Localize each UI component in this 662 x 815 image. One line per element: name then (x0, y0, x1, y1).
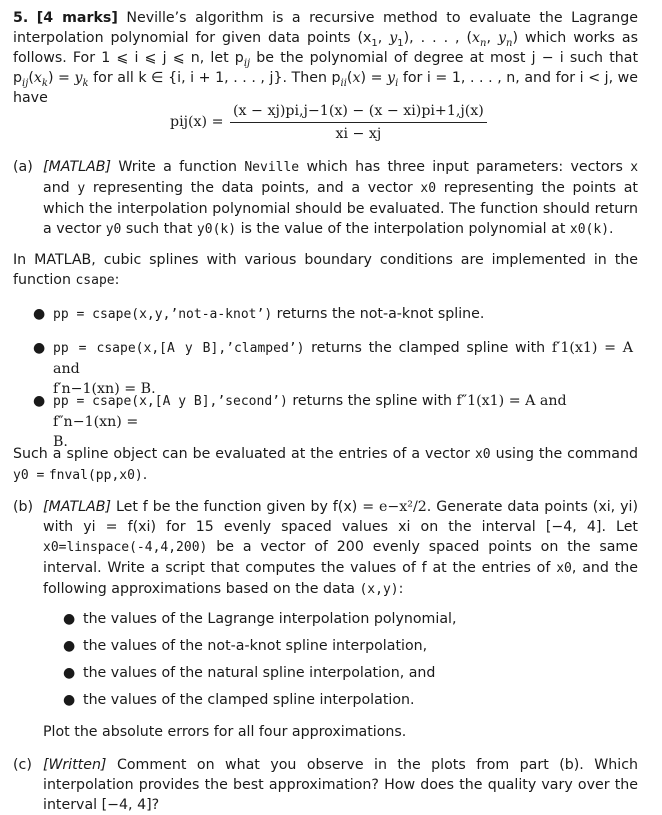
part-b-code-linspace: x0=linspace(-4,4,200) (43, 540, 208, 555)
part-a-code-x0: x0 (420, 181, 437, 196)
eval-note (13, 444, 638, 486)
part-b-code-xy: (x,y) (359, 582, 399, 597)
part-b-item (63, 609, 662, 629)
second-condition-1: f″1(x1) = A and f″n−1(xn) = (53, 393, 567, 430)
part-a-fn-name: Neville (244, 160, 300, 175)
part-a-label: (a) (13, 159, 33, 175)
bullet-icon: ● (33, 306, 46, 322)
part-b-tag: [MATLAB] (43, 499, 111, 515)
csape-bullet-code: pp = csape(x,y,’not-a-knot’) (53, 307, 273, 322)
clamped-condition-2: f′n−1(xn) = B. (53, 381, 156, 397)
formula-lhs: pij(x) = (170, 114, 224, 130)
part-b-colon: : (398, 581, 404, 597)
csape-fn-name: csape (75, 273, 115, 288)
part-b-item-text: the values of the not-a-knot spline interpolation, (83, 638, 428, 654)
csape-bullet-text: returns the spline with (292, 393, 453, 409)
bullet-icon: ● (33, 393, 46, 409)
part-b-item-text: the values of the clamped spline interpolation. (83, 692, 415, 708)
csape-bullet-clamped (33, 338, 633, 399)
part-b-item-text: the values of the natural spline interpolation, and (83, 665, 436, 681)
part-a-text-4: representing the data points, and a vector (92, 180, 413, 196)
problem-number: 5. (13, 10, 29, 26)
bullet-icon: ● (63, 611, 76, 627)
part-b-item (63, 663, 662, 683)
part-b: (b) [MATLAB] Let f be the function given by f(x) = e−x²/2. Generate data points (xi, yi) with yi = f(xi) for 15 evenly spaced values xi on the interval [−4, 4]. Let x0=linspace(-4,4,200) be a vector of 200 evenly spaced points on the same interval. Write a script that computes the values of f at the entries of x0, and the following approximations based on the data (x,y): (13, 499, 639, 597)
part-a-code-y0: y0 (105, 222, 122, 237)
eval-note-code-x0: x0 (474, 447, 491, 462)
intro-text-1: Neville’s algorithm is a recursive method to evaluate the Lagrange interpolation polynomial for given data points (x (13, 10, 638, 46)
second-condition-2: B. (53, 434, 68, 450)
csape-intro-text: In MATLAB, cubic splines with various boundary conditions are implemented in the function (13, 252, 638, 288)
part-b-function: e−x²/2 (379, 499, 427, 515)
clamped-condition-1: f′1(x1) = A and (53, 340, 633, 377)
formula-denominator: xi − xj (335, 126, 382, 142)
bullet-icon: ● (63, 665, 76, 681)
eval-note-end: . (142, 467, 148, 483)
csape-intro (13, 250, 638, 291)
formula-numerator: (x − xj)pi,j−1(x) − (x − xi)pi+1,j(x) (230, 101, 487, 123)
part-a-code-y0k: y0(k) (196, 222, 237, 237)
intro-text-3: be the polynomial of degree at most j − i such that p (13, 50, 639, 86)
problem-marks: [4 marks] (36, 10, 118, 26)
formula-fraction (230, 101, 487, 144)
eval-note-text-1: Such a spline object can be evaluated at the entries of a vector (13, 446, 470, 462)
csape-bullet-code: pp = csape(x,[A y B],’second’) (53, 394, 288, 409)
part-a-code-x: x (630, 160, 639, 175)
eval-note-text-2: using the command (495, 446, 638, 462)
csape-bullet-text: returns the clamped spline with (311, 340, 546, 356)
part-a-code-y: y (77, 181, 86, 196)
part-a-text-2: which has three input parameters: vectors (306, 159, 623, 175)
part-b-text-2: Generate data points (xi, yi) with yi = f(xi) for 15 evenly spaced values xi on the interval [−4, 4]. Let (43, 499, 638, 535)
csape-bullet-text: returns the not-a-knot spline. (276, 306, 485, 322)
part-b-item (63, 690, 662, 710)
part-a-text-1: Write a function (118, 159, 238, 175)
part-c-text: Comment on what you observe in the plots from part (b). Which interpolation provides the best approximation? How does the quality vary over the interval [−4, 4]? (43, 757, 638, 813)
part-a: (a) [MATLAB] Write a function Neville which has three input parameters: vectors x and y representing the data points, and a vector x0 representing the points at which the interpolation polynomial should be evaluated. The function should return a vector y0 such that y0(k) is the value of the interpolation polynomial at x0(k). (13, 159, 639, 237)
intro-text-2: which works as follows. For 1 ⩽ i ⩽ j ⩽ n, let p (13, 30, 638, 66)
eval-note-cmd-1: y0 = (13, 468, 45, 483)
part-b-plot-note: Plot the absolute errors for all four approximations. (43, 724, 407, 740)
eval-note-cmd-2: fnval(pp,x0) (48, 468, 143, 483)
part-b-item (63, 636, 662, 656)
part-a-text-7: is the value of the interpolation polynomial at (240, 221, 566, 237)
part-b-text-4: , and the following approximations based on the data (43, 560, 639, 597)
part-a-code-x0k: x0(k) (569, 222, 610, 237)
part-c (13, 755, 638, 815)
problem-intro: 5. [4 marks] Neville’s algorithm is a recursive method to evaluate the Lagrange interpolation polynomial for given data points ($x_1$, $y_1$), . . . , ($x_n$, $y_n$) which works as follows. For 1 ⩽ i ⩽ j ⩽ n, let $p_{ij}$ be the polynomial of degree at most j − i such that $p_{ij}(x_k) = y_k$ for all k ∈ {i, i + 1, . . . , j}. Then $p_{ii}(x) = y_i$ for i = 1, . . . , n, and for i < j, we have (13, 10, 639, 106)
part-c-label: (c) (13, 757, 32, 773)
part-b-item-text: the values of the Lagrange interpolation polynomial, (83, 611, 457, 627)
bullet-icon: ● (63, 692, 76, 708)
intro-text-4: for all k ∈ {i, i + 1, . . . , j}. Then p (93, 70, 341, 86)
part-a-text-3: and (43, 180, 70, 196)
csape-bullet-code: pp = csape(x,[A y B],’clamped’) (53, 341, 305, 356)
bullet-icon: ● (63, 638, 76, 654)
part-c-tag: [Written] (43, 757, 107, 773)
part-b-label: (b) (13, 499, 34, 515)
part-a-tag: [MATLAB] (43, 159, 111, 175)
csape-bullet-second (33, 391, 633, 452)
part-b-code-x0: x0 (556, 561, 572, 576)
intro-text-5: for i = 1, . . . , n, and for i < j, we have (13, 70, 638, 106)
part-b-text-1: Let f be the function given by f(x) = (115, 499, 375, 515)
neville-formula (170, 101, 490, 143)
part-a-text-6: such that (125, 221, 193, 237)
csape-intro-colon: : (114, 272, 120, 288)
part-b-text-3: be a vector of 200 evenly spaced points on the same interval. Write a script that computes the values of f at the entries of (43, 539, 638, 576)
bullet-icon: ● (33, 340, 46, 356)
part-a-text-5: representing the points at which the interpolation polynomial should be evaluated. The function should return a vector (43, 180, 638, 237)
csape-bullet-not-a-knot (33, 304, 633, 325)
